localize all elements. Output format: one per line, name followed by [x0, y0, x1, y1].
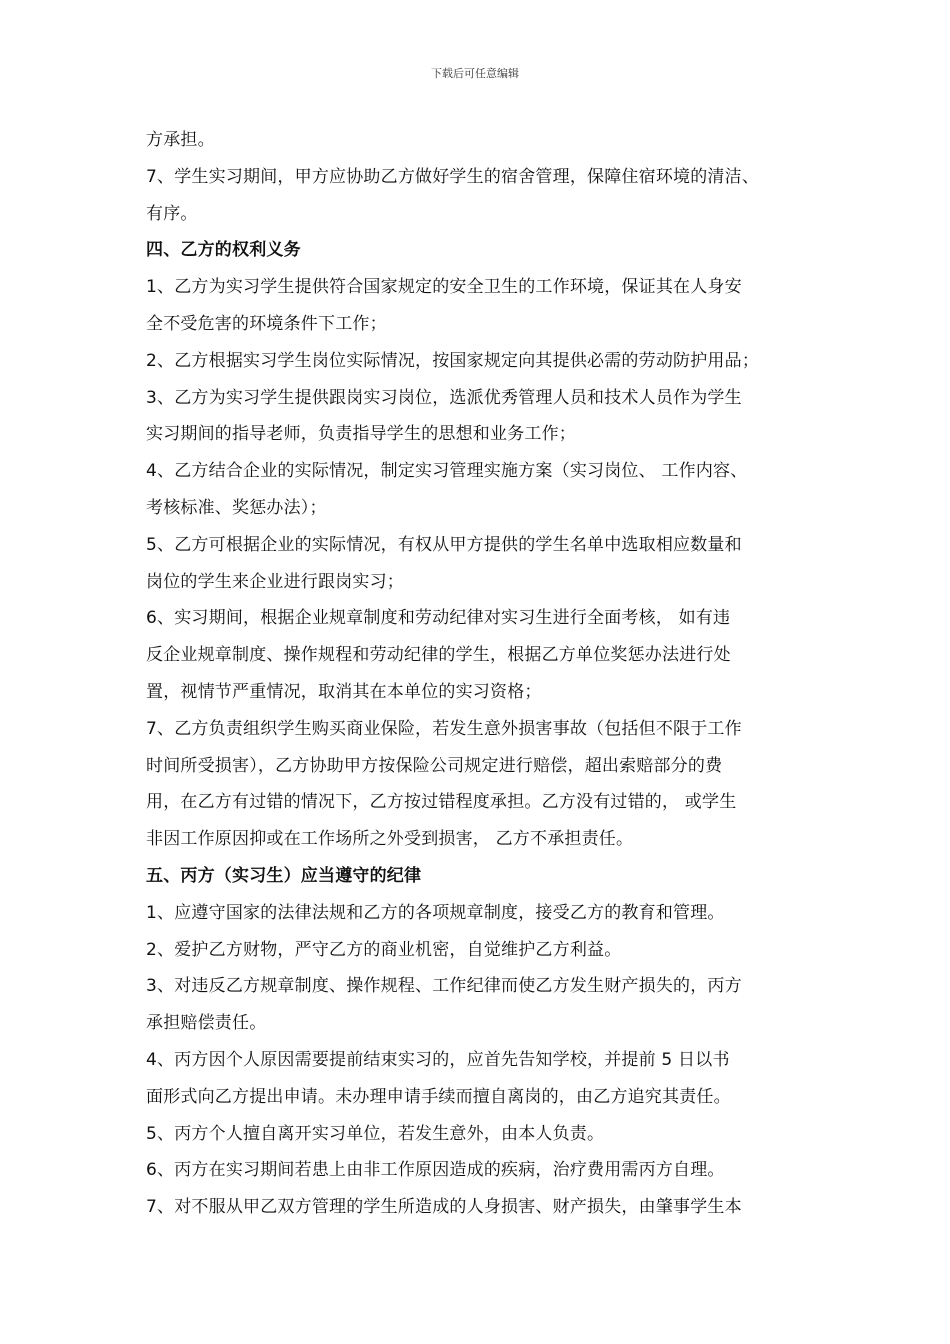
text-line: 5、丙方个人擅自离开实习单位，若发生意外，由本人负责。	[146, 1123, 605, 1144]
text-line: 1、应遵守国家的法律法规和乙方的各项规章制度，接受乙方的教育和管理。	[146, 902, 725, 923]
text-line: 6、实习期间，根据企业规章制度和劳动纪律对实习生进行全面考核， 如有违	[146, 608, 731, 629]
text-line: 3、乙方为实习学生提供跟岗实习岗位，选派优秀管理人员和技术人员作为学生	[146, 387, 742, 408]
text-line: 7、乙方负责组织学生购买商业保险，若发生意外损害事故（包括但不限于工作	[146, 718, 742, 739]
section-heading: 五、丙方（实习生）应当遵守的纪律	[146, 865, 422, 886]
text-line: 2、爱护乙方财物，严守乙方的商业机密，自觉维护乙方利益。	[146, 939, 622, 960]
text-line: 全不受危害的环境条件下工作；	[146, 313, 387, 334]
text-line: 7、学生实习期间，甲方应协助乙方做好学生的宿舍管理，保障住宿环境的清洁、	[146, 166, 760, 187]
text-line: 方承担。	[146, 130, 215, 150]
text-line: 岗位的学生来企业进行跟岗实习；	[146, 571, 404, 592]
text-line: 3、对违反乙方规章制度、操作规程、工作纪律而使乙方发生财产损失的，丙方	[146, 976, 742, 997]
text-line: 6、丙方在实习期间若患上由非工作原因造成的疾病，治疗费用需丙方自理。	[146, 1160, 725, 1181]
text-line: 考核标准、奖惩办法）；	[146, 497, 327, 518]
text-line: 反企业规章制度、操作规程和劳动纪律的学生，根据乙方单位奖惩办法进行处	[146, 645, 731, 666]
text-line: 用，在乙方有过错的情况下，乙方按过错程度承担。乙方没有过错的， 或学生	[146, 792, 737, 813]
text-line: 有序。	[146, 203, 198, 224]
text-line: 7、对不服从甲乙双方管理的学生所造成的人身损害、财产损失，由肇事学生本	[146, 1197, 742, 1218]
page-header: 下载后可任意编辑	[431, 67, 519, 80]
text-line: 非因工作原因抑或在工作场所之外受到损害， 乙方不承担责任。	[146, 829, 634, 850]
text-line: 置，视情节严重情况，取消其在本单位的实习资格；	[146, 681, 542, 702]
text-line: 4、丙方因个人原因需要提前结束实习的，应首先告知学校，并提前 5 日以书	[146, 1049, 730, 1070]
text-line: 面形式向乙方提出申请。未办理申请手续而擅自离岗的，由乙方追究其责任。	[146, 1086, 731, 1107]
section-heading: 四、乙方的权利义务	[146, 240, 301, 261]
text-line: 4、乙方结合企业的实际情况，制定实习管理实施方案（实习岗位、 工作内容、	[146, 461, 748, 482]
text-line: 2、乙方根据实习学生岗位实际情况，按国家规定向其提供必需的劳动防护用品；	[146, 350, 760, 371]
text-line: 5、乙方可根据企业的实际情况，有权从甲方提供的学生名单中选取相应数量和	[146, 534, 742, 555]
text-line: 时间所受损害），乙方协助甲方按保险公司规定进行赔偿，超出索赔部分的费	[146, 755, 723, 776]
document-body	[146, 122, 826, 1226]
text-line: 承担赔偿责任。	[146, 1013, 267, 1034]
text-line: 1、乙方为实习学生提供符合国家规定的安全卫生的工作环境，保证其在人身安	[146, 277, 742, 298]
text-line: 实习期间的指导老师，负责指导学生的思想和业务工作；	[146, 424, 576, 445]
